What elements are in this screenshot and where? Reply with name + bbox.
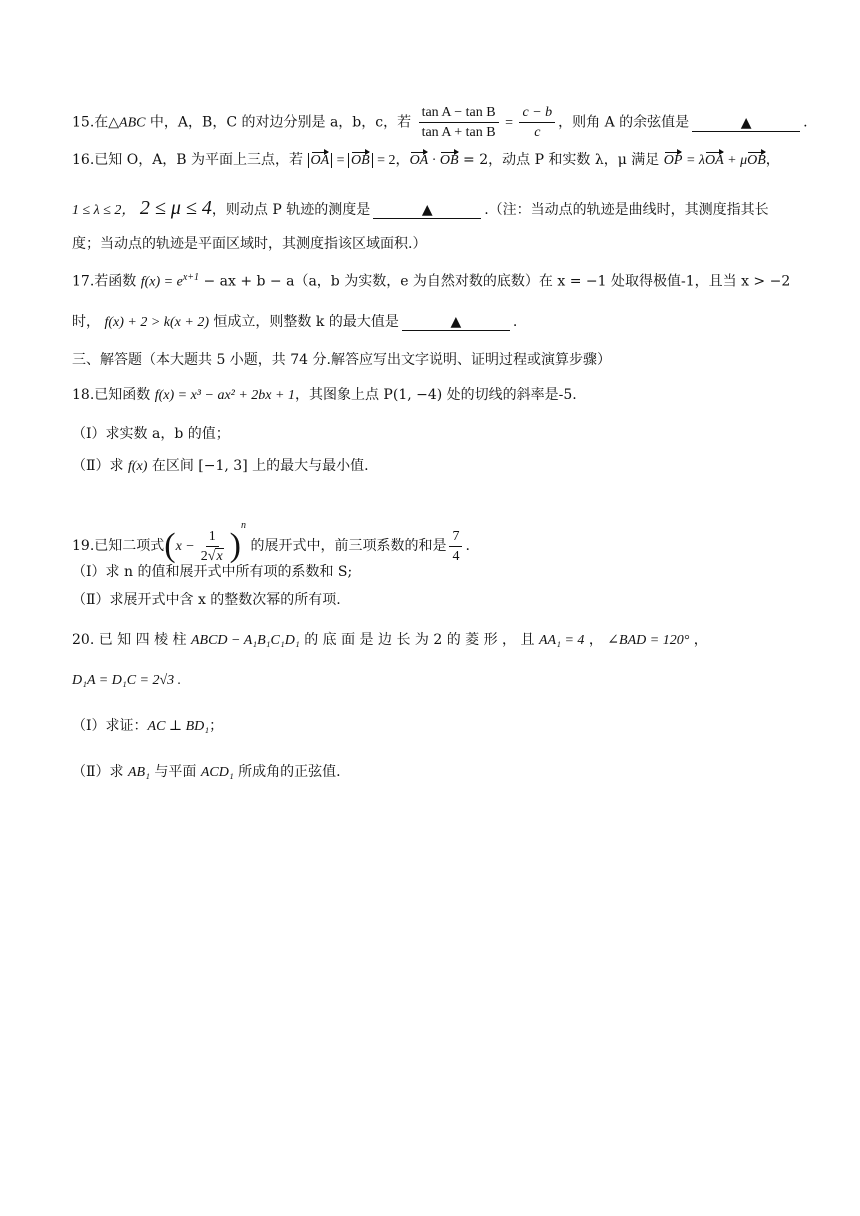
q17-line2 (72, 312, 517, 333)
q16-line3 (72, 234, 426, 254)
q17-prefix: 17.若函数 (72, 273, 141, 290)
q19-paren-right: ) (229, 527, 241, 564)
q15-frac-left (419, 104, 499, 141)
q18-part2-a: （Ⅱ）求 (72, 458, 128, 474)
q16-plus-mu: + μ (723, 153, 748, 168)
q18-line1 (72, 385, 577, 406)
q20-part2-c: 与平面 (149, 764, 201, 780)
q17-fx: f(x) = e (140, 274, 183, 290)
q19-part1-text: （Ⅰ）求 n 的值和展开式中所有项的系数和 S; (72, 564, 353, 580)
q19-paren-left: ( (164, 527, 176, 564)
q16-answer-blank: ▲ (373, 202, 481, 219)
section3-text: 三、解答题（本大题共 5 小题，共 74 分.解答应写出文字说明、证明过程或演算步骤） (72, 352, 611, 368)
q15-frac-left-den: tan A + tan B (421, 125, 496, 140)
q19-prefix: 19.已知二项式 (72, 538, 165, 554)
q20-line1 (72, 630, 708, 651)
q18-prefix: 18.已知函数 (72, 387, 155, 403)
q19-end: . (465, 538, 470, 554)
q16-mid2: = 2，动点 P 和实数 λ，μ 满足 (458, 152, 660, 168)
q19-part2-text: （Ⅱ）求展开式中含 x 的整数次幂的所有项. (72, 592, 341, 608)
q15-line (72, 104, 808, 141)
q16-vec-oa2: OA (705, 151, 724, 171)
q20-part2-e: 所成角的正弦值. (233, 764, 341, 780)
q16-line1: 16.已知 O，A，B 为平面上三点，若 OA = OB = 2，OA · OB = 2，动点 P 和实数 λ，μ 满足 OP = λOA + μOB， (72, 150, 780, 171)
q19-sum-den: 4 (452, 548, 460, 564)
q18-fx: f(x) = x³ − ax² + 2bx + 1 (154, 388, 295, 403)
q16-end: ， (765, 152, 780, 168)
q17-end: . (512, 314, 518, 330)
section3-heading (72, 350, 611, 370)
q16-vec-oa: OA (311, 151, 330, 171)
q19-frac-den: 2√x (200, 548, 223, 564)
q15-frac-left-num: tan A − tan B (419, 104, 499, 123)
q16-mid: = 2， (377, 153, 410, 168)
q15-answer-blank: ▲ (692, 115, 800, 132)
q16-mu-range: 2 ≤ μ ≤ 4 (139, 197, 212, 219)
q20-comma: ， (584, 632, 608, 648)
q17-line2-a: 时， (72, 314, 100, 330)
q15-eq: = (501, 115, 517, 131)
q16-eq-lambda: = λ (682, 153, 705, 168)
q16-dot: · (428, 153, 440, 168)
q17-line1 (72, 268, 790, 293)
q19-frac (198, 528, 227, 565)
q16-vec-ob: OB (351, 151, 370, 171)
q16-dot-oa: OA (410, 151, 429, 171)
q15-text2: ，则角 A 的余弦值是 (558, 114, 690, 131)
q20-part1 (72, 716, 223, 737)
q20-prism: ABCD − A₁B₁C₁D₁ (190, 633, 300, 648)
q16-vec-ob2: OB (747, 151, 766, 171)
q19-line1 (72, 506, 470, 567)
q19-part1 (72, 562, 352, 582)
q16-note: 度；当动点的轨迹是平面区域时，其测度指该区域面积.） (72, 236, 427, 252)
q16-abs-ob (348, 153, 373, 168)
q20-line1-b: 的 底 面 是 边 长 为 2 的 菱 形 ， 且 (299, 632, 539, 648)
q16-vec-op: OP (664, 151, 683, 171)
q19-mid: 的展开式中，前三项系数的和是 (246, 538, 447, 554)
q16-line2 (72, 198, 769, 221)
q20-part2-ab1: AB₁ (127, 765, 150, 780)
q15-frac-right-num: c − b (519, 104, 555, 123)
q17-inequality: f(x) + 2 > k(x + 2) (104, 315, 209, 330)
q16-line2-c: ，则动点 P 轨迹的测度是 (211, 202, 371, 218)
q20-part1-b: AC ⊥ BD₁ (147, 719, 210, 734)
q20-part2 (72, 762, 341, 783)
q17-answer-blank: ▲ (402, 314, 510, 331)
q16-line2-d: .（注：当动点的轨迹是曲线时，其测度指其长 (484, 202, 769, 218)
q19-x: x − (175, 539, 195, 554)
q20-part2-acd1: ACD₁ (200, 765, 234, 780)
q20-line1-a: 20. 已 知 四 棱 柱 (72, 632, 191, 648)
q20-d1a-d1c: D₁A = D₁C = 2√3 . (72, 673, 182, 688)
q20-part2-a: （Ⅱ）求 (72, 764, 128, 780)
q19-n: n (241, 520, 246, 531)
q20-line2 (72, 670, 181, 691)
q19-frac-num: 1 (206, 528, 219, 547)
q16-dot-ob: OB (440, 151, 459, 171)
q16-abs-oa (308, 153, 333, 168)
q19-sum-frac (449, 528, 462, 565)
q20-aa1: AA₁ = 4 (538, 633, 585, 648)
q20-angle: ∠BAD = 120° (607, 633, 690, 648)
q20-end1: ， (689, 632, 708, 648)
q19-part2 (72, 590, 341, 610)
q18-part2-fx: f(x) (127, 459, 148, 474)
q18-rest: ，其图象上点 P(1, −4) 处的切线的斜率是-5. (294, 387, 577, 403)
q18-part1-text: （Ⅰ）求实数 a，b 的值； (72, 426, 230, 442)
q15-frac-right-den: c (534, 125, 541, 140)
q18-part1 (72, 424, 230, 444)
q15-triangle: ABC (119, 115, 146, 131)
q15-frac-right (519, 104, 555, 141)
q16-lambda-range: 1 ≤ λ ≤ 2， (72, 203, 136, 218)
q20-part1-c: ； (209, 718, 224, 734)
q17-line2-c: 恒成立，则整数 k 的最大值是 (208, 314, 399, 330)
q18-part2 (72, 456, 369, 477)
q18-part2-c: 在区间 [−1, 3] 上的最大与最小值. (147, 458, 369, 474)
q19-sum-num: 7 (449, 528, 462, 547)
q15-end: . (803, 114, 808, 131)
q16-prefix: 16.已知 O，A，B 为平面上三点，若 (72, 152, 304, 168)
q15-prefix: 15.在△ (72, 114, 120, 131)
q20-part1-a: （Ⅰ）求证： (72, 718, 148, 734)
q15-text1: 中，A，B，C 的对边分别是 a，b，c，若 (145, 114, 412, 131)
q17-exp: x+1 (182, 272, 199, 283)
q17-rest: − ax + b − a（a，b 为实数，e 为自然对数的底数）在 x = −1 处取得极值-1，且当 x > −2 (199, 273, 791, 290)
